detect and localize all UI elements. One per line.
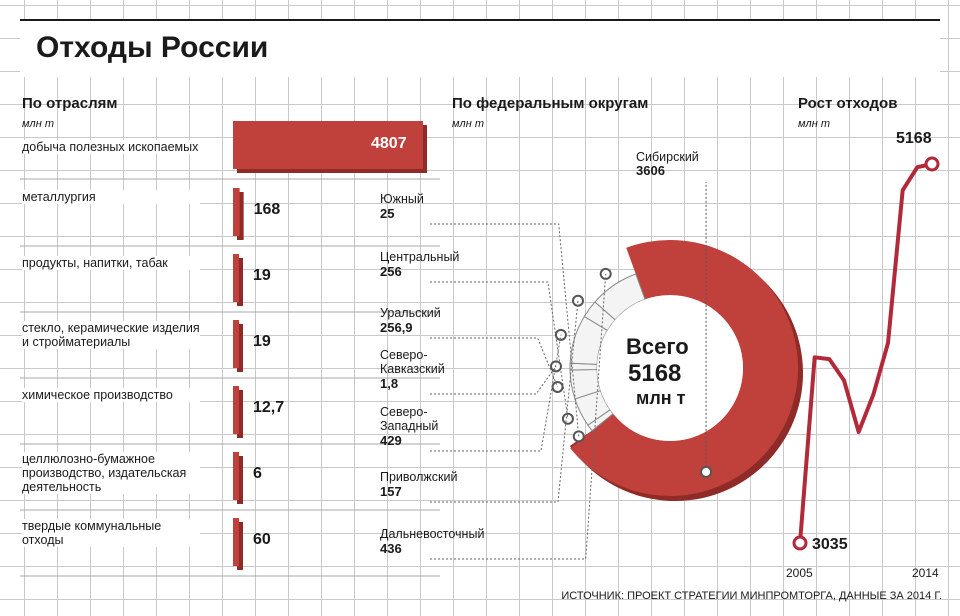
bar-value-label: 19 bbox=[253, 267, 271, 284]
bar-4 bbox=[233, 386, 239, 434]
district-name-label: Северо-Кавказский bbox=[380, 348, 445, 376]
district-name-label: Южный bbox=[380, 192, 424, 206]
bar-category-label: целлюлозно-бумажное производство, издательская деятельность bbox=[22, 452, 200, 494]
bar-value-label: 6 bbox=[253, 465, 262, 482]
bar-category-label: добыча полезных ископаемых bbox=[22, 140, 199, 154]
district-value-label: 256,9 bbox=[380, 320, 413, 335]
district-value-label: 3606 bbox=[636, 163, 665, 178]
districts-unit: млн т bbox=[452, 118, 485, 130]
district-value-label: 157 bbox=[380, 484, 402, 499]
source-note: ИСТОЧНИК: ПРОЕКТ СТРАТЕГИИ МИНПРОМТОРГА, ДАННЫЕ ЗА 2014 Г. bbox=[561, 590, 942, 602]
bar-category-label: твердые коммунальные отходы bbox=[22, 519, 200, 547]
district-name-label: Приволжский bbox=[380, 470, 458, 484]
bar-value-label: 168 bbox=[253, 201, 281, 218]
growth-point-last bbox=[926, 158, 938, 170]
growth-first-value: 3035 bbox=[812, 536, 848, 553]
districts-header: По федеральным округам bbox=[452, 95, 649, 112]
donut-center-total: 5168 bbox=[628, 360, 682, 387]
bar-3 bbox=[233, 320, 239, 368]
x-tick-label: 2014 bbox=[912, 566, 939, 580]
bar-1 bbox=[233, 188, 240, 236]
bar-category-label: химическое производство bbox=[22, 388, 200, 402]
growth-header: Рост отходов bbox=[798, 95, 898, 112]
district-name-label: Сибирский bbox=[636, 150, 699, 164]
bar-6 bbox=[233, 518, 239, 566]
marker-6 bbox=[573, 296, 583, 306]
bar-category-label: металлургия bbox=[22, 190, 200, 204]
bar-value-label: 60 bbox=[253, 531, 271, 548]
bar-value-label: 12,7 bbox=[253, 399, 285, 416]
district-value-label: 1,8 bbox=[380, 376, 399, 391]
bar-5 bbox=[233, 452, 239, 500]
industries-unit: млн т bbox=[22, 118, 55, 130]
district-value-label: 25 bbox=[380, 206, 395, 221]
growth-line bbox=[800, 164, 932, 543]
district-value-label: 436 bbox=[380, 541, 402, 556]
marker-0 bbox=[701, 467, 711, 477]
marker-1 bbox=[574, 431, 584, 441]
district-name-label: Дальневосточный bbox=[380, 527, 485, 541]
district-value-label: 429 bbox=[380, 433, 402, 448]
bar-category-label: продукты, напитки, табак bbox=[22, 256, 200, 270]
donut-center-line1: Всего bbox=[626, 334, 689, 359]
district-name-label: Уральский bbox=[380, 306, 441, 320]
industries-header: По отраслям bbox=[22, 95, 118, 112]
leader-2 bbox=[430, 282, 568, 419]
district-name-label: Центральный bbox=[380, 250, 460, 264]
bar-category-label: стекло, керамические изделия и стройматериалы bbox=[22, 321, 200, 349]
x-tick-label: 2005 bbox=[786, 566, 813, 580]
growth-point-first bbox=[794, 537, 806, 549]
bar-value-label: 19 bbox=[253, 333, 271, 350]
donut-center-unit: млн т bbox=[636, 388, 686, 408]
bar-value-label: 4807 bbox=[371, 135, 407, 152]
district-value-label: 256 bbox=[380, 264, 402, 279]
page-title: Отходы России bbox=[36, 31, 269, 64]
growth-unit: млн т bbox=[798, 118, 831, 130]
bar-2 bbox=[233, 254, 239, 302]
district-name-label: Северо-Западный bbox=[380, 405, 439, 433]
growth-last-value: 5168 bbox=[896, 130, 932, 147]
